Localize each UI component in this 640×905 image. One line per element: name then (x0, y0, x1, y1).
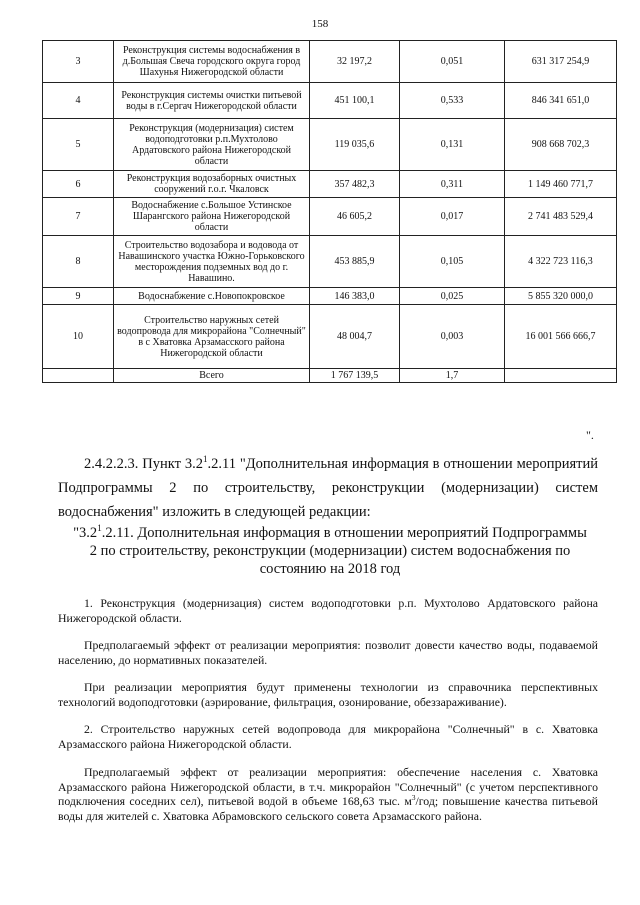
table-cell-val2: 0,017 (400, 198, 505, 236)
table-cell-num: 6 (43, 171, 114, 198)
paragraph-effect-1: Предполагаемый эффект от реализации мероприятия: позволит довести качество воды, подаваемой населению, до нормативных показателей. (58, 638, 598, 667)
table-cell-name: Реконструкция (модернизация) систем водоподготовки р.п.Мухтолово Ардатовского района Нижегородской области (114, 119, 310, 171)
closing-quote: ". (586, 428, 594, 442)
page-number: 158 (311, 18, 329, 30)
table-cell-val1: 48 004,7 (310, 305, 400, 369)
projects-table (42, 40, 617, 383)
table-cell-val3: 846 341 651,0 (505, 83, 617, 119)
table-cell-name: Строительство наружных сетей водопровода для микрорайона "Солнечный" в с Хватовка Арзамасского района Нижегородской области (114, 305, 310, 369)
table-cell-val2: 0,533 (400, 83, 505, 119)
table-cell-name: Водоснабжение с.Новопокровское (114, 288, 310, 305)
table-cell-val3: 5 855 320 000,0 (505, 288, 617, 305)
table-cell-val3: 4 322 723 116,3 (505, 236, 617, 288)
table-cell-name: Реконструкция системы очистки питьевой воды в г.Сергач Нижегородской области (114, 83, 310, 119)
table-cell-name: Всего (114, 369, 310, 383)
paragraph-measure-2: 2. Строительство наружных сетей водопровода для микрорайона "Солнечный" в с. Хватовка Арзамасского района Нижегородской области. (58, 722, 598, 751)
table-row (43, 41, 617, 83)
table-row (43, 171, 617, 198)
table-cell-val2: 0,003 (400, 305, 505, 369)
table-cell-name: Водоснабжение с.Большое Устинское Шарангского района Нижегородской области (114, 198, 310, 236)
table-row (43, 236, 617, 288)
table-cell-val1: 146 383,0 (310, 288, 400, 305)
amendment-heading: 2.4.2.2.3. Пункт $3.2^1.2.11$ "Дополнительная информация в отношении мероприятий Подпрограммы 2 по строительству, реконструкции (модернизации) систем водоснабжения" изложить в следующей редакции: (58, 454, 598, 520)
table-cell-val1: 1 767 139,5 (310, 369, 400, 383)
table-row (43, 198, 617, 236)
table-cell-val3: 16 001 566 666,7 (505, 305, 617, 369)
table-cell-num: 5 (43, 119, 114, 171)
table-cell-val2: 0,025 (400, 288, 505, 305)
table-cell-val3: 1 149 460 771,7 (505, 171, 617, 198)
section-title: "$3.2^1.2.11$. Дополнительная информация в отношении мероприятий Подпрограммы 2 по строительству, реконструкции (модернизации) систем водоснабжения по состоянию на 2018 год (73, 523, 587, 577)
table-cell-val1: 32 197,2 (310, 41, 400, 83)
table-cell-num: 7 (43, 198, 114, 236)
table-cell-val3 (505, 369, 617, 383)
table-cell-num: 3 (43, 41, 114, 83)
table-cell-val1: 357 482,3 (310, 171, 400, 198)
table-cell-val1: 451 100,1 (310, 83, 400, 119)
table-cell-val3: 2 741 483 529,4 (505, 198, 617, 236)
table-cell-val2: 0,105 (400, 236, 505, 288)
table-row (43, 119, 617, 171)
table-total-row (43, 369, 617, 383)
paragraph-measure-1: 1. Реконструкция (модернизация) систем водоподготовки р.п. Мухтолово Ардатовского района Нижегородской области. (58, 596, 598, 625)
table-cell-name: Реконструкция системы водоснабжения в д.Большая Свеча городского округа город Шахунья Нижегородской области (114, 41, 310, 83)
table-row (43, 83, 617, 119)
table-cell-val1: 119 035,6 (310, 119, 400, 171)
table-cell-name: Строительство водозабора и водовода от Навашинского участка Южно-Горьковского месторождения подземных вод до г. Навашино. (114, 236, 310, 288)
table-cell-val1: 453 885,9 (310, 236, 400, 288)
table-cell-num: 9 (43, 288, 114, 305)
table-cell-val2: 1,7 (400, 369, 505, 383)
table-cell-val1: 46 605,2 (310, 198, 400, 236)
table-cell-num: 4 (43, 83, 114, 119)
paragraph-effect-2: Предполагаемый эффект от реализации мероприятия: обеспечение населения с. Хватовка Арзамасского района Нижегородской области, в т.ч. микрорайон "Солнечный" (с учетом перспективного подключения соседних сел), питьевой водой в объеме 168,63 тыс. $м^3$/год; повышение качества питьевой воды для жителей с. Хватовка Абрамовского сельского совета Арзамасского района. (58, 765, 598, 823)
table-cell-val3: 908 668 702,3 (505, 119, 617, 171)
table-cell-name: Реконструкция водозаборных очистных сооружений г.о.г. Чкаловск (114, 171, 310, 198)
table-cell-num (43, 369, 114, 383)
table-row (43, 288, 617, 305)
paragraph-technologies: При реализации мероприятия будут применены технологии из справочника перспективных технологий водоподготовки (аэрирование, фильтрация, озонирование, обеззараживание). (58, 680, 598, 709)
table-row (43, 305, 617, 369)
table-cell-num: 8 (43, 236, 114, 288)
table-cell-val2: 0,311 (400, 171, 505, 198)
table-cell-val2: 0,131 (400, 119, 505, 171)
table-cell-num: 10 (43, 305, 114, 369)
table-cell-val2: 0,051 (400, 41, 505, 83)
table-cell-val3: 631 317 254,9 (505, 41, 617, 83)
